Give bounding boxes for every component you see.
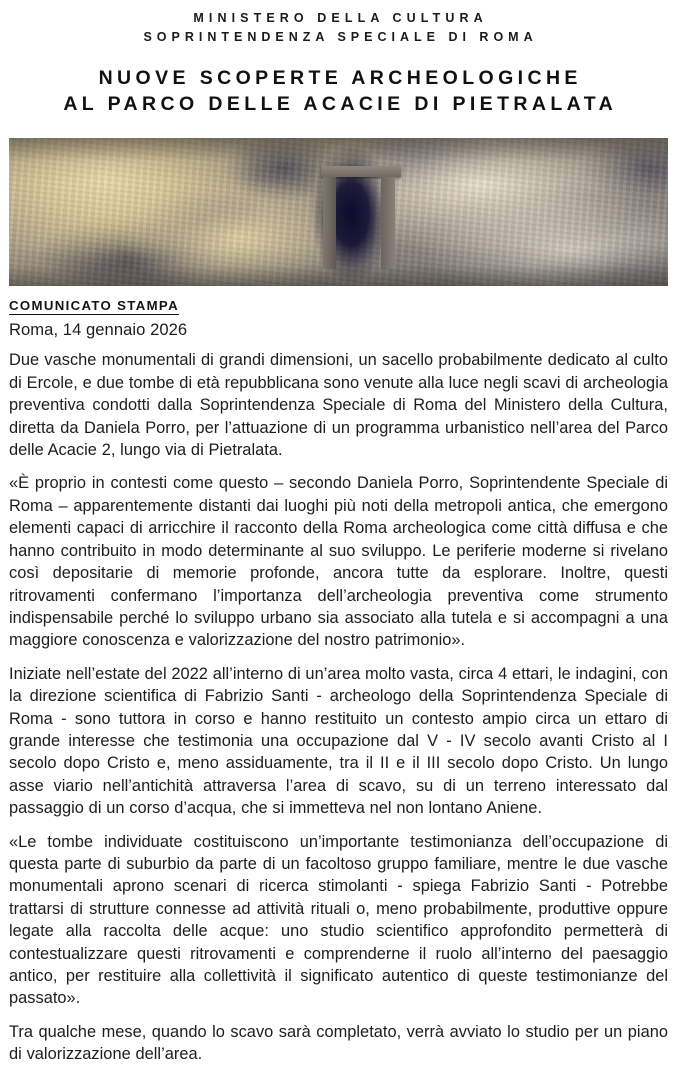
tomb-right-jamb-stone [381, 177, 395, 269]
ministry-name: MINISTERO DELLA CULTURA [193, 11, 488, 25]
superintendency-name: SOPRINTENDENZA SPECIALE DI ROMA [143, 30, 538, 44]
paragraph-5: Tra qualche mese, quando lo scavo sarà completato, verrà avviato lo studio per un piano di valorizzazione dell’area. [9, 1022, 668, 1064]
paragraph-1: Due vasche monumentali di grandi dimensioni, un sacello probabilmente dedicato al culto di Ercole, e due tombe di età repubblicana sono venute alla luce negli scavi di archeologia preventiva condotti dalla Soprintendenza Speciale di Roma del Ministero della Cultura, diretta da Daniela Porro, per l’attuazione di un programma urbanistico nell’area del Parco delle Acacie 2, lungo via di Pietralata. [9, 351, 668, 460]
press-release-kicker: COMUNICATO STAMPA [9, 298, 179, 314]
page-title [0, 65, 676, 117]
paragraph-4-quote-santi: «Le tombe individuate costituiscono un’importante testimonianza dell’occupazione di questa parte di suburbio da parte di un facoltoso gruppo familiare, mentre le due vasche monumentali aprono scenari di ricerca stimolanti - spiega Fabrizio Santi - Potrebbe trattarsi di strutture connesse ad attività rituali o, meno probabilmente, produttive oppure legate alla raccolta delle acque: uno studio scientifico approfondito permetterà di contestualizzare questi ritrovamenti e comprenderne il ruolo all’interno del paesaggio antico, per restituire alla collettività il significato autentico di queste testimonianze del passato». [9, 832, 668, 1008]
press-release-kicker-wrap [9, 297, 668, 315]
page-title-line-1: NUOVE SCOPERTE ARCHEOLOGICHE [98, 67, 582, 89]
tomb-lintel-stone [321, 166, 401, 177]
dateline: Roma, 14 gennaio 2026 [9, 320, 188, 340]
excavation-photo-image [9, 138, 668, 286]
tomb-left-jamb-stone [323, 177, 336, 269]
institutional-masthead [0, 0, 676, 47]
paragraph-2-quote-porro: «È proprio in contesti come questo – secondo Daniela Porro, Soprintendente Speciale di Roma – apparentemente distanti dai luoghi più noti della metropoli antica, che emergono elementi capaci di arricchire il racconto della Roma archeologica come città diffusa e che hanno contribuito in modo determinante al suo sviluppo. Le periferie moderne si rivelano così depositarie di memorie profonde, ancora tutte da esplorare. Inoltre, questi ritrovamenti confermano l’importanza dell’archeologia preventiva come strumento indispensabile perché lo sviluppo urbano sia associato alla tutela e si accompagni a una maggiore conoscenza e valorizzazione del nostro patrimonio». [9, 474, 668, 650]
press-release-body [9, 286, 668, 1065]
page-title-line-2: AL PARCO DELLE ACACIE DI PIETRALATA [63, 93, 618, 115]
excavation-photo [9, 138, 668, 286]
paragraph-3: Iniziate nell’estate del 2022 all’interno di un’area molto vasta, circa 4 ettari, le indagini, con la direzione scientifica di Fabrizio Santi - archeologo della Soprintendenza Speciale di Roma - sono tuttora in corso e hanno restituito un contesto ampio circa un ettaro di grande interesse che testimonia una occupazione dal V - IV secolo avanti Cristo al I secolo dopo Cristo e, meno assiduamente, tra il II e il III secolo dopo Cristo. Un lungo asse viario nell’antichità attraversa l’area di scavo, su di un terreno interessato dal passaggio di un corso d’acqua, che si immetteva nel non lontano Aniene. [9, 664, 668, 818]
